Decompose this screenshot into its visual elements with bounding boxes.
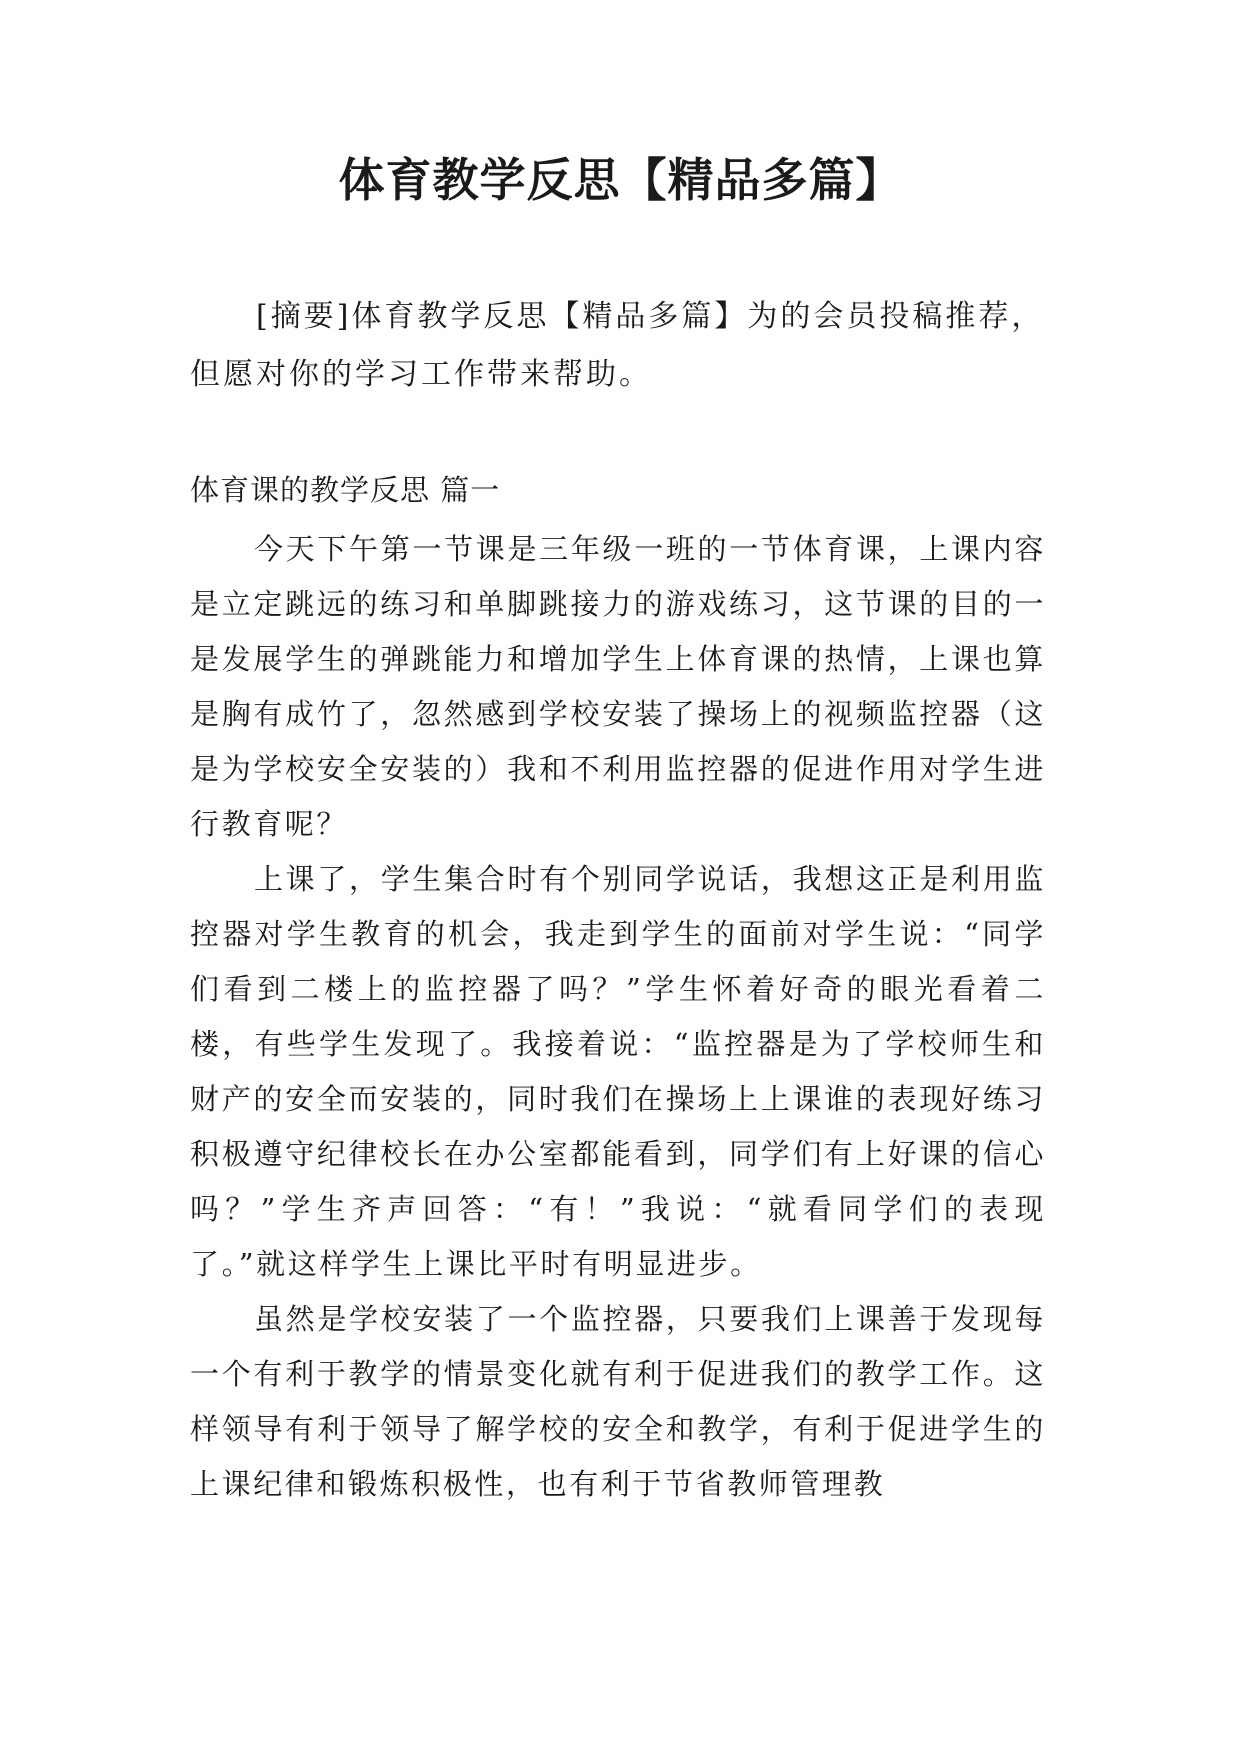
body-paragraph: 虽然是学校安装了一个监控器，只要我们上课善于发现每一个有利于教学的情景变化就有利于促进我们的教学工作。这样领导有利于领导了解学校的安全和教学，有利于促进学生的上课纪律和锻炼积极性，也有利于节省教师管理教 xyxy=(190,1302,1046,1501)
body-paragraph: 今天下午第一节课是三年级一班的一节体育课，上课内容是立定跳远的练习和单脚跳接力的游戏练习，这节课的目的一是发展学生的弹跳能力和增加学生上体育课的热情，上课也算是胸有成竹了，忽然感到学校安装了操场上的视频监控器（这是为学校安全安装的）我和不利用监控器的促进作用对学生进行教育呢？ xyxy=(190,532,1046,841)
body-text xyxy=(190,522,1046,1512)
body-paragraph: 上课了，学生集合时有个别同学说话，我想这正是利用监控器对学生教育的机会，我走到学生的面前对学生说：“同学们看到二楼上的监控器了吗？”学生怀着好奇的眼光看着二楼，有些学生发现了。我接着说：“监控器是为了学校师生和财产的安全而安装的，同时我们在操场上上课谁的表现好练习积极遵守纪律校长在办公室都能看到，同学们有上好课的信心吗？”学生齐声回答：“有！”我说：“就看同学们的表现了。”就这样学生上课比平时有明显进步。 xyxy=(190,862,1046,1281)
document-title: 体育教学反思【精品多篇】 xyxy=(338,153,903,207)
section-heading: 体育课的教学反思 篇一 xyxy=(190,473,501,507)
abstract-paragraph: [摘要]体育教学反思【精品多篇】为的会员投稿推荐，但愿对你的学习工作带来帮助。 xyxy=(190,299,1045,392)
